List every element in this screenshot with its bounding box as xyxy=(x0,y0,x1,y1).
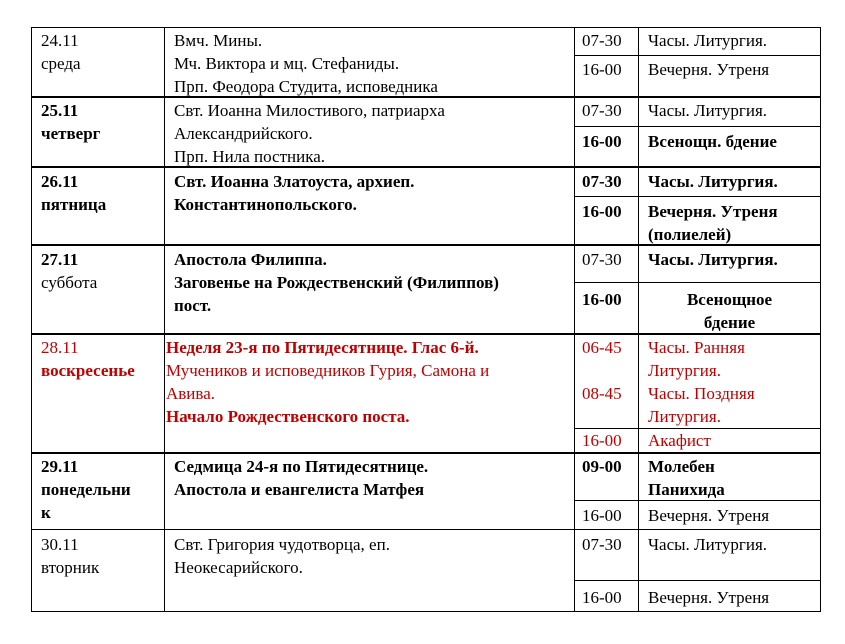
saint-line: Вмч. Мины. xyxy=(174,31,263,50)
service-name: Часы. Литургия. xyxy=(648,101,768,120)
service-name: Всенощное xyxy=(686,290,773,309)
saint-line: Неделя 23-я по Пятидесятнице. Глас 6-й. xyxy=(166,338,479,357)
table-border-top xyxy=(31,27,821,28)
service-divider xyxy=(574,126,821,127)
row-date: 30.11 xyxy=(41,535,79,554)
service-divider xyxy=(574,580,821,581)
service-divider xyxy=(574,196,821,197)
row-divider xyxy=(31,452,821,454)
row-divider xyxy=(31,166,821,168)
service-time: 16-00 xyxy=(582,132,622,151)
service-time: 07-30 xyxy=(582,101,622,120)
service-name: Молебен xyxy=(648,457,715,476)
row-date: 25.11 xyxy=(41,101,79,120)
saint-line: Свт. Иоанна Милостивого, патриарха xyxy=(174,101,445,120)
row-weekday: четверг xyxy=(41,124,101,143)
service-time: 08-45 xyxy=(582,384,622,403)
service-name: Часы. Литургия. xyxy=(648,31,768,50)
table-border-left xyxy=(31,27,32,612)
service-name: Часы. Литургия. xyxy=(648,250,778,269)
service-time: 07-30 xyxy=(582,250,622,269)
column-divider-date xyxy=(164,27,165,612)
service-name-line2: Панихида xyxy=(648,480,725,499)
service-name: Всенощн. бдение xyxy=(648,132,777,151)
saint-line: Неокесарийского. xyxy=(174,558,303,577)
service-time: 07-30 xyxy=(582,31,622,50)
row-date: 29.11 xyxy=(41,457,79,476)
row-date: 27.11 xyxy=(41,250,79,269)
service-divider xyxy=(574,55,821,56)
table-border-right xyxy=(820,27,821,612)
service-time: 16-00 xyxy=(582,506,622,525)
row-weekday: понедельни xyxy=(41,480,131,499)
saint-line: Начало Рождественского поста. xyxy=(166,407,410,426)
saint-line: Свт. Григория чудотворца, еп. xyxy=(174,535,390,554)
service-name: Вечерня. Утреня xyxy=(648,202,778,221)
service-name: Вечерня. Утреня xyxy=(648,506,770,525)
row-date: 28.11 xyxy=(41,338,79,357)
service-time: 06-45 xyxy=(582,338,622,357)
saint-line: Мучеников и исповедников Гурия, Самона и xyxy=(166,361,490,380)
service-name: Акафист xyxy=(648,431,711,450)
service-name-line2: Литургия. xyxy=(648,361,721,380)
saint-line: Авива. xyxy=(166,384,215,403)
saint-line: Свт. Иоанна Златоуста, архиеп. xyxy=(174,172,415,191)
table-border-bottom xyxy=(31,611,821,612)
row-weekday: пятница xyxy=(41,195,107,214)
service-name: Часы. Ранняя xyxy=(648,338,745,357)
saint-line: Апостола и евангелиста Матфея xyxy=(174,480,425,499)
service-time: 16-00 xyxy=(582,290,622,309)
saint-line: Седмица 24-я по Пятидесятнице. xyxy=(174,457,429,476)
service-name: Вечерня. Утреня xyxy=(648,588,770,607)
service-time: 07-30 xyxy=(582,535,622,554)
service-name: Часы. Поздняя xyxy=(648,384,755,403)
row-weekday-line2: к xyxy=(41,503,51,522)
saint-line: пост. xyxy=(174,296,212,315)
saint-line: Заговенье на Рождественский (Филиппов) xyxy=(174,273,499,292)
saint-line: Константинопольского. xyxy=(174,195,357,214)
row-weekday: вторник xyxy=(41,558,100,577)
row-date: 24.11 xyxy=(41,31,79,50)
service-time: 07-30 xyxy=(582,172,622,191)
row-weekday: воскресенье xyxy=(41,361,135,380)
service-name-line2: (полиелей) xyxy=(648,225,732,244)
saint-line: Апостола Филиппа. xyxy=(174,250,327,269)
service-time: 16-00 xyxy=(582,60,622,79)
service-name-line2: бдение xyxy=(703,313,756,332)
row-divider xyxy=(31,529,821,530)
saint-line: Прп. Нила постника. xyxy=(174,147,326,166)
saint-line: Прп. Феодора Студита, исповедника xyxy=(174,77,438,96)
row-weekday: среда xyxy=(41,54,81,73)
service-name-line2: Литургия. xyxy=(648,407,721,426)
service-time: 09-00 xyxy=(582,457,622,476)
saint-line: Мч. Виктора и мц. Стефаниды. xyxy=(174,54,400,73)
column-divider-saints xyxy=(574,27,575,612)
service-divider xyxy=(574,282,821,283)
row-weekday: суббота xyxy=(41,273,98,292)
service-name: Часы. Литургия. xyxy=(648,535,768,554)
service-name: Часы. Литургия. xyxy=(648,172,778,191)
service-time: 16-00 xyxy=(582,588,622,607)
saint-line: Александрийского. xyxy=(174,124,313,143)
row-date: 26.11 xyxy=(41,172,79,191)
service-time: 16-00 xyxy=(582,202,622,221)
service-time: 16-00 xyxy=(582,431,622,450)
service-name: Вечерня. Утреня xyxy=(648,60,770,79)
